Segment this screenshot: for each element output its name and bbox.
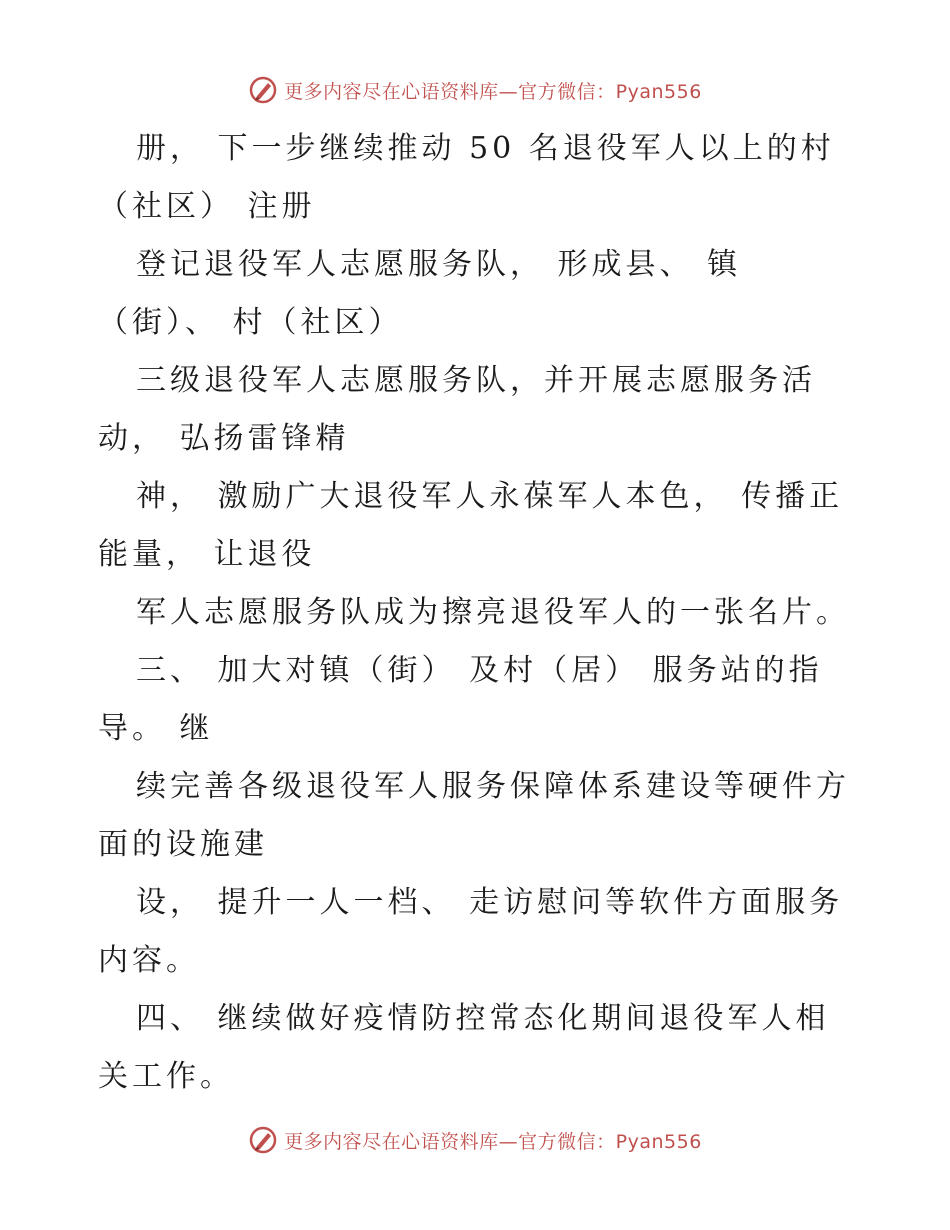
- body-line: 导。 继: [98, 711, 214, 746]
- body-line: 册， 下一步继续推动 50 名退役军人以上的村: [136, 131, 835, 166]
- body-line: 神， 激励广大退役军人永葆军人本色， 传播正: [136, 479, 844, 514]
- body-line: 登记退役军人志愿服务队， 形成县、 镇: [136, 247, 742, 282]
- body-line: 动， 弘扬雷锋精: [98, 421, 350, 456]
- body-line: 内容。: [98, 943, 200, 978]
- body-line: 四、 继续做好疫情防控常态化期间退役军人相: [136, 1001, 830, 1036]
- header-banner-text: 更多内容尽在心语资料库—官方微信：Pyan556: [284, 80, 702, 103]
- body-line: 三级退役军人志愿服务队，并开展志愿服务活: [136, 363, 816, 398]
- pen-logo-icon: [248, 75, 278, 105]
- document-body: [98, 120, 858, 1106]
- body-line: （街）、 村（社区）: [98, 305, 403, 340]
- footer-banner-text: 更多内容尽在心语资料库—官方微信：Pyan556: [284, 1130, 702, 1153]
- pen-logo-icon: [248, 1125, 278, 1155]
- body-line: 续完善各级退役军人服务保障体系建设等硬件方: [136, 769, 850, 804]
- body-line: 关工作。: [98, 1059, 234, 1094]
- body-line: （社区） 注册: [98, 189, 316, 224]
- header-banner: [0, 70, 950, 110]
- footer-banner: [0, 1120, 950, 1160]
- body-line: 能量， 让退役: [98, 537, 316, 572]
- body-line: 设， 提升一人一档、 走访慰问等软件方面服务: [136, 885, 844, 920]
- body-line: 面的设施建: [98, 827, 268, 862]
- body-line: 军人志愿服务队成为擦亮退役军人的一张名片。: [136, 595, 850, 630]
- body-line: 三、 加大对镇（街） 及村（居） 服务站的指: [136, 653, 823, 688]
